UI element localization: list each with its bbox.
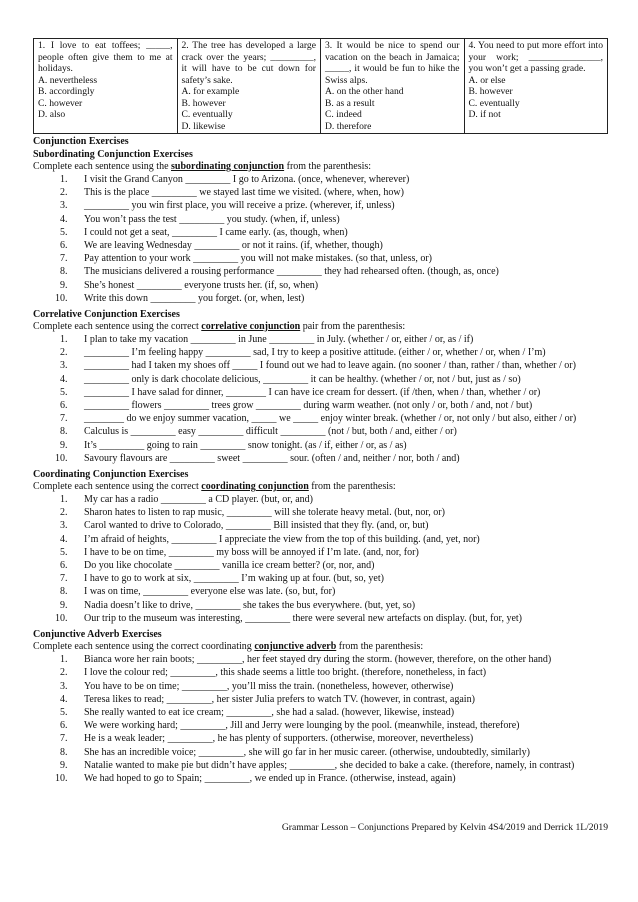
- exercise-item: 5. I could not get a seat, _________ I came early. (as, though, when): [70, 226, 608, 239]
- option-c: C. eventually: [181, 109, 233, 120]
- multiple-choice-table: [33, 38, 608, 134]
- exercise-item: 7. ________ do we enjoy summer vacation, _____ we _____ enjoy winter break. (whether / or, not only / but also, either / or): [70, 412, 608, 425]
- option-a: A. for example: [181, 86, 240, 97]
- question-stem: 3. It would be nice to spend our vacation on the beach in Jamaica; _____, it would be fun to hike the Swiss alps.: [325, 40, 460, 86]
- section-title: Correlative Conjunction Exercises: [33, 309, 180, 321]
- section-instruction: Complete each sentence using the correct coordinating conjunction from the parenthesis:: [33, 481, 396, 493]
- exercise-item: 3. You have to be on time; _________, you’ll miss the train. (nonetheless, however, otherwise): [70, 680, 608, 693]
- option-b: B. however: [181, 97, 226, 109]
- exercise-list: [33, 173, 608, 305]
- exercise-item: 4. I’m afraid of heights, _________ I appreciate the view from the top of this building. (and, yet, nor): [70, 533, 608, 546]
- option-d: D. also: [38, 109, 66, 120]
- question-cell-4: [464, 39, 608, 134]
- option-a: A. nevertheless: [38, 74, 98, 86]
- option-d: D. therefore: [325, 120, 372, 132]
- exercise-item: 5. She really wanted to eat ice cream; _________, she had a salad. (however, likewise, instead): [70, 706, 608, 719]
- page-heading: Conjunction Exercises: [33, 136, 129, 147]
- exercise-item: 4. Teresa likes to read; _________, her sister Julia prefers to watch TV. (however, in contrast, again): [70, 693, 608, 706]
- exercise-item: 2. _________ I’m feeling happy _________ sad, I try to keep a positive attitude. (either / or, whether / or, when / I’m): [70, 346, 608, 359]
- exercise-item: 7. Pay attention to your work _________ you will not make mistakes. (so that, unless, or): [70, 252, 608, 265]
- exercise-list: [33, 493, 608, 625]
- exercise-item: 3. _________ had I taken my shoes off _____ I found out we had to leave again. (no sooner / than, rather / than, whether / or): [70, 359, 608, 372]
- exercise-item: 1. I visit the Grand Canyon _________ I go to Arizona. (once, whenever, wherever): [70, 173, 608, 186]
- exercise-item: 3. Carol wanted to drive to Colorado, _________ Bill insisted that they fly. (and, or, but): [70, 519, 608, 532]
- section-title: Conjunctive Adverb Exercises: [33, 629, 162, 641]
- exercise-item: 2. Sharon hates to listen to rap music, _________ will she tolerate heavy metal. (but, nor, or): [70, 506, 608, 519]
- exercise-item: 9. Natalie wanted to make pie but didn’t have apples; _________, she decided to bake a cake. (therefore, namely, in contrast): [70, 759, 608, 772]
- exercise-item: 5. _________ I have salad for dinner, ________ I can have ice cream for dessert. (if /then, when / than, whether / or): [70, 386, 608, 399]
- exercise-item: 3. _________ you win first place, you will receive a prize. (wherever, if, unless): [70, 199, 608, 212]
- coordinating-section: [33, 469, 608, 625]
- exercise-item: 4. _________ only is dark chocolate delicious, _________ it can be healthy. (whether / or, not / but, just as / so): [70, 373, 608, 386]
- option-b: B. as a result: [325, 97, 375, 109]
- option-c: C. eventually: [468, 97, 520, 109]
- option-c: C. indeed: [325, 109, 362, 120]
- exercise-item: 4. You won’t pass the test _________ you study. (when, if, unless): [70, 213, 608, 226]
- exercise-item: 7. I have to go to work at six, _________ I’m waking up at four. (but, so, yet): [70, 572, 608, 585]
- section-title: Coordinating Conjunction Exercises: [33, 469, 189, 481]
- exercise-item: 6. We are leaving Wednesday _________ or not it rains. (if, whether, though): [70, 239, 608, 252]
- exercise-item: 8. She has an incredible voice; _________, she will go far in her music career. (otherwise, undoubtedly, similarly): [70, 746, 608, 759]
- exercise-item: 8. Calculus is _________ easy _________ difficult _________ (not / but, both / and, either / or): [70, 425, 608, 438]
- exercise-item: 9. It’s _________ going to rain _________ snow tonight. (as / if, either / or, as / as): [70, 439, 608, 452]
- option-b: B. accordingly: [38, 86, 95, 97]
- exercise-item: 9. Nadia doesn’t like to drive, _________ she takes the bus everywhere. (but, yet, so): [70, 599, 608, 612]
- question-stem: 1. I love to eat toffees; _____, people often give them to me at holidays.: [38, 40, 173, 74]
- exercise-item: 6. Do you like chocolate _________ vanilla ice cream better? (or, nor, and): [70, 559, 608, 572]
- exercise-item: 8. The musicians delivered a rousing performance _________ they had rehearsed often. (though, as, once): [70, 265, 608, 278]
- question-cell-1: [34, 39, 178, 134]
- option-d: D. likewise: [181, 120, 226, 132]
- subordinating-section: [33, 149, 608, 305]
- exercise-item: 5. I have to be on time, _________ my boss will be annoyed if I’m late. (and, nor, for): [70, 546, 608, 559]
- exercise-item: 9. She’s honest _________ everyone trusts her. (if, so, when): [70, 279, 608, 292]
- exercise-item: 2. I love the colour red; _________, this shade seems a little too bright. (therefore, nonetheless, in fact): [70, 666, 608, 679]
- exercise-item: 10. We had hoped to go to Spain; _________, we ended up in France. (otherwise, instead, again): [70, 772, 608, 785]
- option-b: B. however: [468, 86, 513, 97]
- exercise-item: 1. I plan to take my vacation _________ in June _________ in July. (whether / or, either / or, as / if): [70, 333, 608, 346]
- section-title: Subordinating Conjunction Exercises: [33, 149, 193, 160]
- exercise-item: 6. We were working hard; _________, Jill and Jerry were lounging by the pool. (meanwhile, instead, therefore): [70, 719, 608, 732]
- exercise-item: 8. I was on time, _________ everyone else was late. (so, but, for): [70, 585, 608, 598]
- option-d: D. if not: [468, 109, 501, 120]
- exercise-item: 2. This is the place _________ we stayed last time we visited. (where, when, how): [70, 186, 608, 199]
- conjunctive-section: [33, 629, 608, 785]
- exercise-list: [33, 653, 608, 785]
- option-a: A. on the other hand: [325, 86, 404, 97]
- question-stem: 4. You need to put more effort into your work; _______________, you won’t get a passing grade.: [468, 40, 603, 74]
- page-footer: Grammar Lesson – Conjunctions Prepared by Kelvin 4S4/2019 and Derrick 1L/2019: [281, 822, 608, 833]
- option-c: C. however: [38, 97, 83, 109]
- exercise-item: 7. He is a weak leader; _________, he has plenty of supporters. (otherwise, moreover, nevertheless): [70, 732, 608, 745]
- exercise-item: 1. Bianca wore her rain boots; _________, her feet stayed dry during the storm. (however, therefore, on the other hand): [70, 653, 608, 666]
- correlative-section: [33, 309, 608, 465]
- exercise-item: 1. My car has a radio _________ a CD player. (but, or, and): [70, 493, 608, 506]
- question-cell-3: [321, 39, 465, 134]
- exercise-item: 10. Savoury flavours are _________ sweet _________ sour. (often / and, neither / nor, both / and): [70, 452, 608, 465]
- question-stem: 2. The tree has developed a large crack over the years; _________, it will have to be cut down for safety’s sake.: [181, 40, 316, 86]
- option-a: A. or else: [468, 74, 506, 86]
- exercise-item: 6. _________ flowers _________ trees grow _________ during warm weather. (not only / or, both / and, not / but): [70, 399, 608, 412]
- exercise-item: 10. Write this down _________ you forget. (or, when, lest): [70, 292, 608, 305]
- section-instruction: Complete each sentence using the correct coordinating conjunctive adverb from the parenthesis:: [33, 641, 424, 653]
- section-instruction: Complete each sentence using the subordinating conjunction from the parenthesis:: [33, 161, 372, 172]
- section-instruction: Complete each sentence using the correct correlative conjunction pair from the parenthesis:: [33, 321, 406, 333]
- exercise-item: 10. Our trip to the museum was interesting, _________ there were several new artefacts on display. (but, for, yet): [70, 612, 608, 625]
- question-cell-2: [177, 39, 321, 134]
- exercise-list: [33, 333, 608, 465]
